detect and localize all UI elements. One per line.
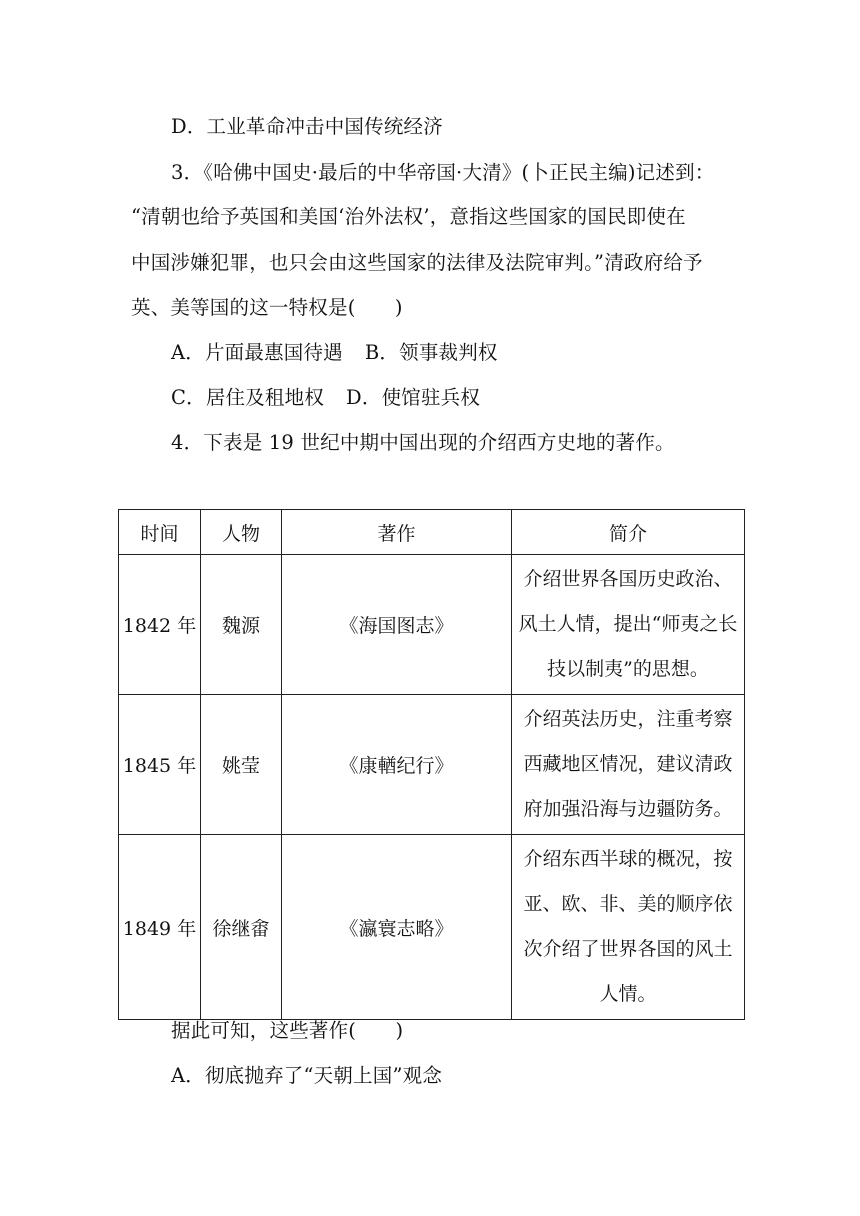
table-row: [119, 555, 745, 695]
question-3-options-cd: [171, 384, 480, 412]
cell-intro: [512, 695, 745, 835]
question-3-line-2: “清朝也给予英国和美国‘治外法权’，意指这些国家的国民即使在: [131, 205, 686, 228]
question-3-line-4: 英、美等国的这一特权是( ): [131, 296, 403, 319]
intro-text: 介绍世界各国历史政治、风土人情，提出“师夷之长技以制夷”的思想。: [518, 568, 738, 680]
question-3-options-ab: [171, 339, 498, 367]
intro-text: 介绍英法历史，注重考察西藏地区情况，建议清政府加强沿海与边疆防务。: [523, 708, 733, 820]
header-intro: 简介: [512, 510, 745, 555]
works-table: [118, 509, 745, 1020]
question-4-stem: 据此可知，这些著作( ): [171, 1019, 404, 1042]
intro-text: 介绍东西半球的概况，按亚、欧、非、美的顺序依次介绍了世界各国的风土人情。: [523, 848, 733, 1005]
option-d: D．使馆驻兵权: [346, 386, 481, 409]
cell-intro: [512, 555, 745, 695]
option-d-text: D．工业革命冲击中国传统经济: [171, 115, 443, 138]
cell-work: 《康輶纪行》: [282, 695, 512, 835]
header-work: 著作: [282, 510, 512, 555]
question-3-line-3: 中国涉嫌犯罪，也只会由这些国家的法律及法院审判。”清政府给予: [131, 251, 703, 274]
cell-time: 1845 年: [119, 695, 201, 835]
cell-person: 徐继畬: [201, 835, 282, 1020]
cell-person: 魏源: [201, 555, 282, 695]
table-row: [119, 695, 745, 835]
header-person: 人物: [201, 510, 282, 555]
cell-time: 1849 年: [119, 835, 201, 1020]
question-3-line-1: 3．《哈佛中国史·最后的中华帝国·大清》(卜正民主编)记述到：: [171, 161, 715, 184]
question-4-intro: 4．下表是 19 世纪中期中国出现的介绍西方史地的著作。: [171, 431, 675, 454]
table-header-row: [119, 510, 745, 555]
option-b: B．领事裁判权: [364, 341, 498, 364]
cell-person: 姚莹: [201, 695, 282, 835]
table-row: [119, 835, 745, 1020]
cell-time: 1842 年: [119, 555, 201, 695]
cell-work: 《瀛寰志略》: [282, 835, 512, 1020]
option-a: A．片面最惠国待遇: [171, 341, 343, 364]
question-4-option-a: A．彻底抛弃了“天朝上国”观念: [171, 1064, 443, 1087]
cell-intro: [512, 835, 745, 1020]
option-c: C．居住及租地权: [171, 386, 325, 409]
cell-work: 《海国图志》: [282, 555, 512, 695]
header-time: 时间: [119, 510, 201, 555]
